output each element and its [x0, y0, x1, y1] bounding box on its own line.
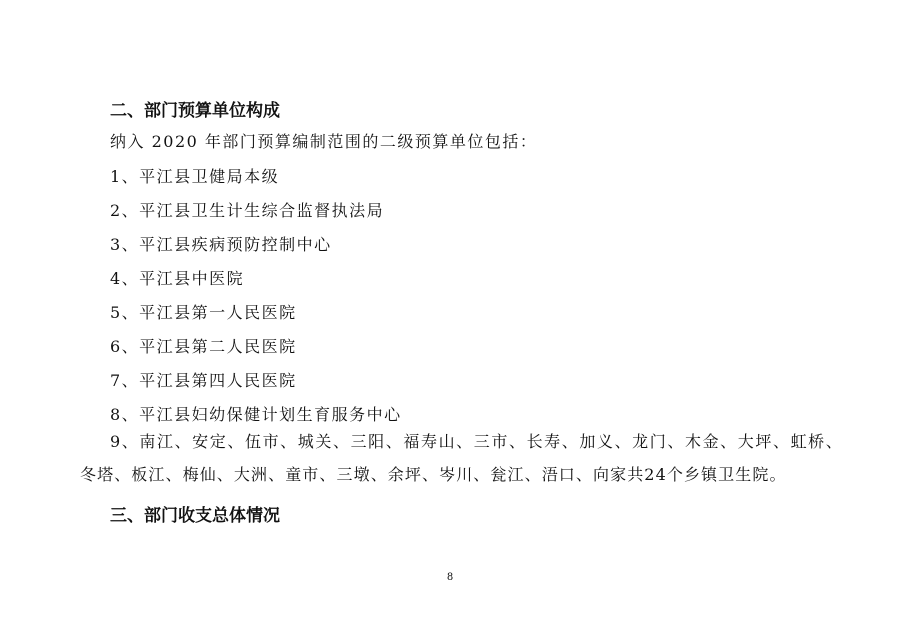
intro-paragraph: 纳入 2020 年部门预算编制范围的二级预算单位包括：: [110, 132, 538, 151]
township-hospitals-line-1: 9、南江、安定、伍市、城关、三阳、福寿山、三市、长寿、加义、龙门、木金、大坪、虹桥、: [110, 432, 844, 451]
section-heading-revenue-expenditure: 三、部门收支总体情况: [110, 506, 280, 526]
section-heading-budget-units: 二、部门预算单位构成: [110, 101, 280, 121]
list-item: 4、平江县中医院: [110, 269, 245, 288]
list-item: 2、平江县卫生计生综合监督执法局: [110, 201, 385, 220]
page-number: 8: [446, 572, 454, 583]
township-hospitals-line-2: 冬塔、板江、梅仙、大洲、童市、三墩、余坪、岑川、瓮江、浯口、向家共24个乡镇卫生院。: [80, 465, 787, 484]
list-item: 6、平江县第二人民医院: [110, 337, 297, 356]
list-item: 1、平江县卫健局本级: [110, 167, 280, 186]
budget-unit-list: [110, 165, 402, 437]
list-item: 7、平江县第四人民医院: [110, 371, 297, 390]
list-item: 5、平江县第一人民医院: [110, 303, 297, 322]
list-item: 8、平江县妇幼保健计划生育服务中心: [110, 405, 402, 424]
list-item: 3、平江县疾病预防控制中心: [110, 235, 332, 254]
